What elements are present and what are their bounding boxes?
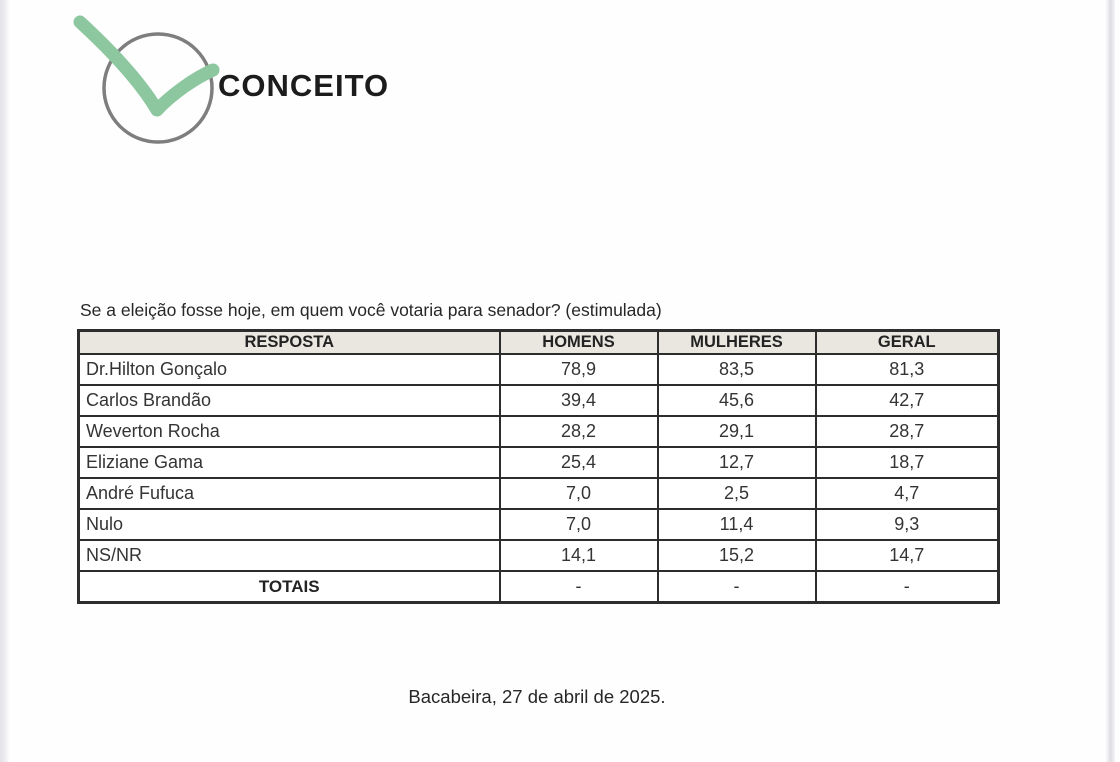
value-homens: 28,2 (500, 416, 658, 447)
candidate-name: Eliziane Gama (79, 447, 500, 478)
poll-question: Se a eleição fosse hoje, em quem você votaria para senador? (estimulada) (80, 300, 662, 320)
value-homens: 39,4 (500, 385, 658, 416)
table-row (79, 447, 999, 478)
value-homens: 14,1 (500, 540, 658, 571)
candidate-name: André Fufuca (79, 478, 500, 509)
candidate-name: Nulo (79, 509, 500, 540)
candidate-name: Carlos Brandão (79, 385, 500, 416)
value-homens: 78,9 (500, 354, 658, 385)
value-homens: 25,4 (500, 447, 658, 478)
value-homens: 7,0 (500, 478, 658, 509)
table-row (79, 354, 999, 385)
scan-edge-right (1105, 0, 1115, 762)
table-row (79, 540, 999, 571)
totals-homens: - (500, 571, 658, 603)
value-mulheres: 29,1 (658, 416, 816, 447)
candidate-name: Weverton Rocha (79, 416, 500, 447)
table-row (79, 385, 999, 416)
value-geral: 4,7 (816, 478, 999, 509)
scan-edge-left (0, 0, 10, 762)
table-row (79, 478, 999, 509)
totals-row (79, 571, 999, 603)
table-row (79, 509, 999, 540)
value-geral: 14,7 (816, 540, 999, 571)
totals-geral: - (816, 571, 999, 603)
col-header-geral: GERAL (816, 331, 999, 355)
value-mulheres: 11,4 (658, 509, 816, 540)
value-mulheres: 83,5 (658, 354, 816, 385)
value-mulheres: 45,6 (658, 385, 816, 416)
value-mulheres: 12,7 (658, 447, 816, 478)
poll-results-table (77, 329, 1000, 604)
totals-label: TOTAIS (79, 571, 500, 603)
value-mulheres: 2,5 (658, 478, 816, 509)
col-header-homens: HOMENS (500, 331, 658, 355)
candidate-name: Dr.Hilton Gonçalo (79, 354, 500, 385)
col-header-resposta: RESPOSTA (79, 331, 500, 355)
brand-name: CONCEITO (218, 68, 390, 103)
candidate-name: NS/NR (79, 540, 500, 571)
totals-mulheres: - (658, 571, 816, 603)
value-geral: 18,7 (816, 447, 999, 478)
value-homens: 7,0 (500, 509, 658, 540)
value-geral: 9,3 (816, 509, 999, 540)
value-geral: 42,7 (816, 385, 999, 416)
table-header-row (79, 331, 999, 355)
value-geral: 28,7 (816, 416, 999, 447)
col-header-mulheres: MULHERES (658, 331, 816, 355)
table-row (79, 416, 999, 447)
value-geral: 81,3 (816, 354, 999, 385)
document-date: Bacabeira, 27 de abril de 2025. (408, 686, 666, 707)
value-mulheres: 15,2 (658, 540, 816, 571)
conceito-logo (60, 10, 480, 155)
